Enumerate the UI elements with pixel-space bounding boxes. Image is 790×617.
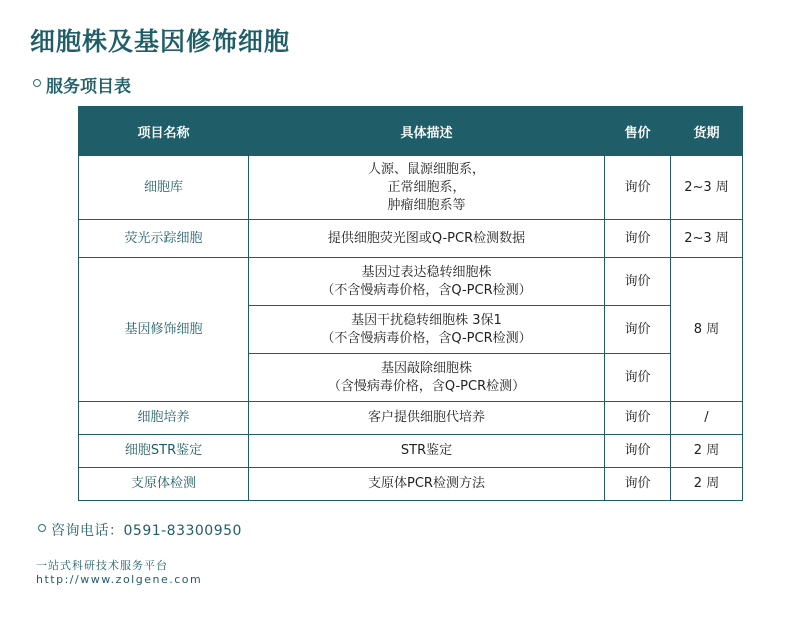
header-delivery: 货期 (671, 107, 743, 156)
footer-url[interactable]: http://www.zolgene.com (36, 573, 203, 586)
service-name: 细胞培养 (79, 402, 249, 435)
table-header-row (79, 107, 743, 156)
service-price: 询价 (605, 306, 671, 354)
service-description: 基因干扰稳转细胞株 3保1 （不含慢病毒价格，含Q-PCR检测） (249, 306, 605, 354)
service-description: 基因过表达稳转细胞株 （不含慢病毒价格，含Q-PCR检测） (249, 258, 605, 306)
section-title-text: 服务项目表 (46, 77, 131, 97)
service-price: 询价 (605, 468, 671, 501)
service-description: STR鉴定 (249, 435, 605, 468)
service-description: 基因敲除细胞株 （含慢病毒价格，含Q-PCR检测） (249, 354, 605, 402)
table-row (79, 468, 743, 501)
service-price: 询价 (605, 258, 671, 306)
service-description: 客户提供细胞代培养 (249, 402, 605, 435)
service-description: 支原体PCR检测方法 (249, 468, 605, 501)
service-description: 人源、鼠源细胞系， 正常细胞系， 肿瘤细胞系等 (249, 156, 605, 220)
service-period: 8 周 (671, 258, 743, 402)
service-name: 基因修饰细胞 (79, 258, 249, 402)
service-period: 2~3 周 (671, 156, 743, 220)
header-description: 具体描述 (249, 107, 605, 156)
service-name: 支原体检测 (79, 468, 249, 501)
header-item-name: 项目名称 (79, 107, 249, 156)
table-row (79, 402, 743, 435)
header-price: 售价 (605, 107, 671, 156)
page-title: 细胞株及基因修饰细胞 (30, 27, 291, 56)
service-price: 询价 (605, 402, 671, 435)
service-period: 2 周 (671, 468, 743, 501)
service-name: 细胞库 (79, 156, 249, 220)
table-row (79, 220, 743, 258)
table-row (79, 435, 743, 468)
table-row (79, 156, 743, 220)
service-price: 询价 (605, 435, 671, 468)
service-price: 询价 (605, 156, 671, 220)
contact-phone (38, 520, 242, 540)
table-row (79, 258, 743, 306)
service-name: 荧光示踪细胞 (79, 220, 249, 258)
footer-slogan: 一站式科研技术服务平台 (36, 559, 168, 572)
service-period: 2 周 (671, 435, 743, 468)
service-price: 询价 (605, 220, 671, 258)
bullet-icon (38, 524, 46, 532)
service-description: 提供细胞荧光图或Q-PCR检测数据 (249, 220, 605, 258)
section-title (33, 72, 131, 97)
service-period: 2~3 周 (671, 220, 743, 258)
service-table (78, 106, 743, 501)
service-name: 细胞STR鉴定 (79, 435, 249, 468)
service-period: / (671, 402, 743, 435)
bullet-icon (33, 79, 41, 87)
contact-phone-text: 咨询电话：0591-83300950 (51, 523, 242, 539)
service-price: 询价 (605, 354, 671, 402)
